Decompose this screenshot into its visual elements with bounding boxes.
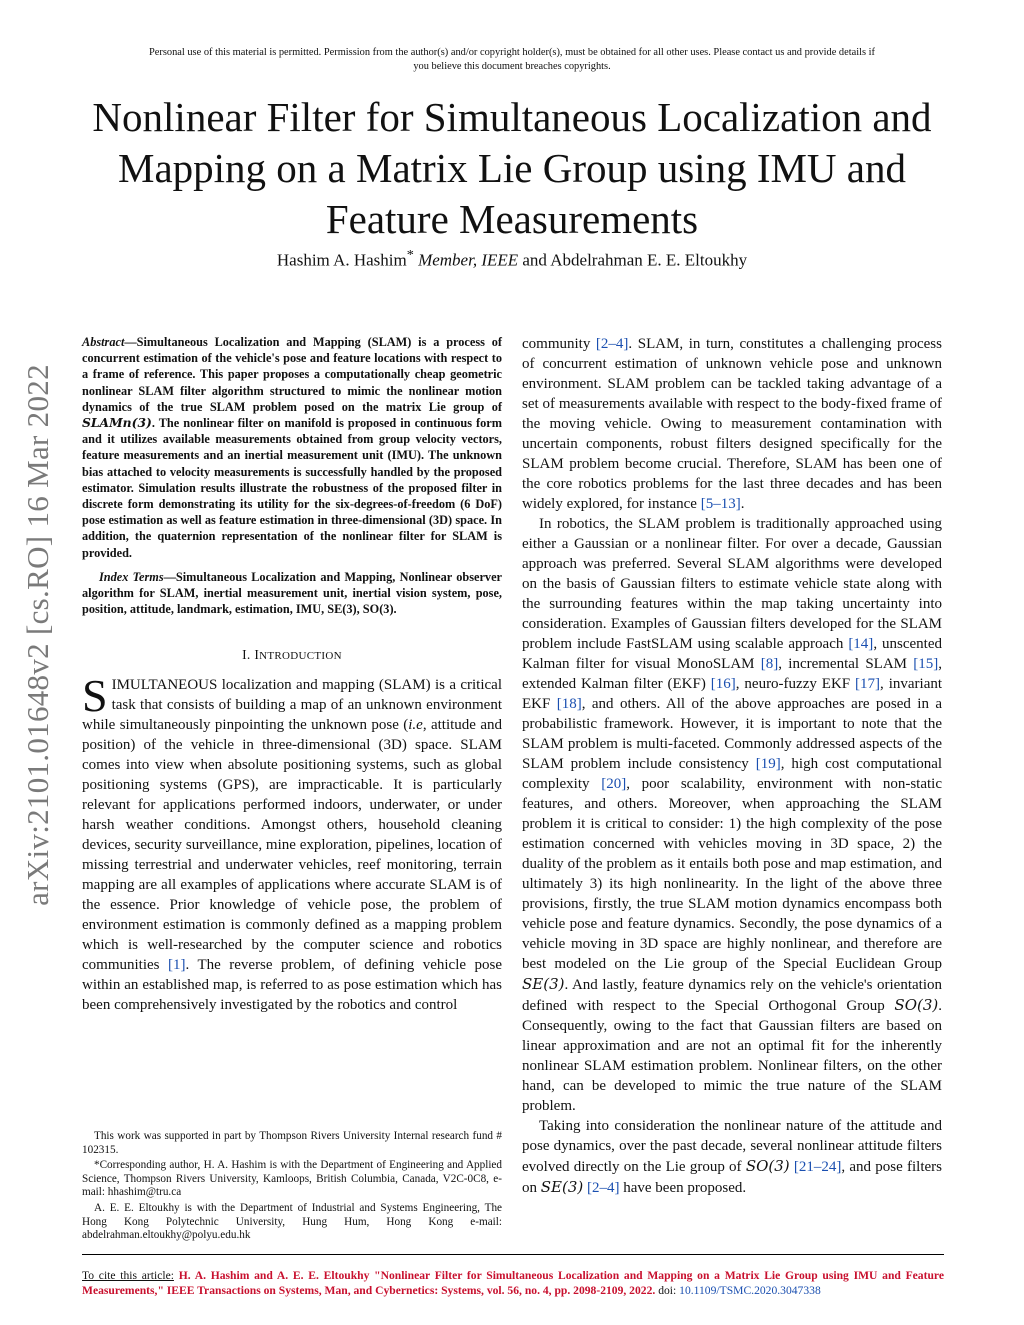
index-terms-label: Index Terms [99, 569, 164, 584]
abstract-text-a: —Simultaneous Localization and Mapping (SLAM) is a process of concurrent estimation of the vehicle's pose and feature locations with respect to a frame of reference. This paper proposes a computationally cheap geometric nonlinear SLAM filter algorithm structured to mimic the nonlinear motion dynamics of the true SLAM problem posed on the matrix Lie group of [82, 335, 502, 414]
right-p2-i: , poor scalability, environment with non-static features, and others. Moreover, when approaching the SLAM problem it is critical to consider: 1) the high complexity of the pose estimation concerned with vehicles moving in 3D space, 2) the duality of the problem as it entails both pose and map estimation, and ultimately 3) its high nonlinearity. In the light of the above three provisions, firstly, the true SLAM motion dynamics encompass both vehicle pose and feature dynamics. Secondly, the pose dynamics of a vehicle moving in 3D space are highly nonlinear, and therefore are best modeled on the Lie group of the Special Euclidean Group [522, 776, 942, 972]
section-numeral: I. [242, 647, 251, 663]
intro-text-b: , attitude and position) of the vehicle in three-dimensional (3D) space. SLAM comes into view when absolute positioning systems, such as global positioning systems (GPS), are impracticable. It is particularly relevant for applications performed indoors, underwater, or under harsh weather conditions. Amongst others, household cleaning devices, security surveillance, mine exploration, pipelines, location of missing terrestrial and underwater vehicles, reef monitoring, terrain mapping are all examples of applications where accurate SLAM is of the essence. Prior knowledge of vehicle pose, the problem of environment estimation is commonly defined as a mapping problem which is well-researched by the computer science and robotics communities [82, 717, 502, 974]
abstract-label: Abstract [82, 335, 125, 349]
citation-link-2-4[interactable]: [2–4] [595, 336, 629, 352]
citation-link-16[interactable]: [16] [710, 676, 736, 692]
right-paragraph-2 [522, 514, 942, 1116]
cite-text: H. A. Hashim and A. E. E. Eltoukhy "Nonlinear Filter for Simultaneous Localization and Mapping on a Matrix Lie Group using IMU and Feature Measurements," IEEE Transactions on Systems, Man, and Cybernetics: Systems, vol. 56, no. 4, pp. 2098-2109, 2022. [82, 1269, 944, 1297]
citation-link-8[interactable]: [8] [760, 656, 779, 672]
section-rest: NTRODUCTION [259, 650, 342, 663]
citation-link-19[interactable]: [19] [755, 756, 781, 772]
footnote-author-2: A. E. E. Eltoukhy is with the Department of Industrial and Systems Engineering, The Hong Kong Polytechnic University, Hung Hum, Hong Kong e-mail: abdelrahman.eltoukhy@polyu.edu.hk [82, 1201, 502, 1242]
citation-link-17[interactable]: [17] [855, 676, 881, 692]
right-p2-f: , invariant EKF [522, 676, 943, 712]
math-se3: SE(3) [522, 975, 565, 993]
citation-link-5-13[interactable]: [5–13] [700, 496, 741, 512]
index-terms [82, 569, 502, 618]
citation-link-20[interactable]: [20] [601, 776, 627, 792]
title-line3: Feature Measurements [325, 196, 699, 242]
right-paragraph-3 [522, 1116, 942, 1198]
math-so3: SO(3) [894, 996, 939, 1014]
title-line2: Mapping on a Matrix Lie Group using IMU and [118, 145, 906, 191]
citation-link-21-24[interactable]: [21–24] [793, 1159, 842, 1175]
author-1: Hashim A. Hashim [276, 250, 407, 270]
intro-text-c: . The reverse problem, of defining vehicle pose within an established map, is referred to as pose estimation which has been comprehensively investigated by the robotics and control [82, 957, 502, 1014]
right-p2-a: In robotics, the SLAM problem is traditionally approached using either a Gaussian or a nonlinear filter. For over a decade, Gaussian approach was preferred. Several SLAM algorithms were developed on the basis of Gaussian filters to estimate vehicle state along with the surrounding features within the map taking uncertainty into consideration. Examples of Gaussian filters developed for the SLAM problem include FastSLAM using scalable approach [522, 516, 942, 652]
right-p2-c: , incremental SLAM [778, 656, 907, 672]
intro-text-a: IMULTANEOUS localization and mapping (SLAM) is a critical task that consists of building a map of an unknown environment while simultaneously pinpointing the unknown pose ( [82, 677, 502, 734]
math-so3-b: SO(3) [745, 1157, 790, 1175]
copyright-notice-line2: you believe this document breaches copyrights. [413, 61, 611, 72]
footnote-funding: This work was supported in part by Thompson Rivers University Internal research fund # 102315. [82, 1130, 502, 1156]
title-line1: Nonlinear Filter for Simultaneous Localization and [92, 94, 932, 140]
right-p1-c: . [740, 496, 745, 512]
doi-link[interactable]: 10.1109/TSMC.2020.3047338 [679, 1283, 821, 1297]
math-se3-b: SE(3) [540, 1178, 584, 1196]
abstract [82, 334, 502, 561]
footnotes [82, 1130, 502, 1245]
arxiv-stamp: arXiv:2101.01648v2 [cs.RO] 16 Mar 2022 [20, 364, 55, 906]
author-line [40, 244, 984, 272]
section-heading-introduction [82, 647, 502, 663]
section-first-letter: I [254, 647, 260, 663]
copyright-notice-line1: Personal use of this material is permitted. Permission from the author(s) and/or copyright holder(s), must be obtained for all other uses. Please contact us and provide details if [148, 47, 875, 58]
copyright-notice [70, 46, 954, 74]
right-p2-j: . And lastly, feature dynamics rely on the vehicle's orientation defined with respect to the Special Orthogonal Group [522, 977, 942, 1014]
right-p3-a: Taking into consideration the nonlinear nature of the attitude and pose dynamics, over the past decade, several nonlinear attitude filters evolved directly on the Lie group of [522, 1118, 942, 1175]
abstract-math-slam: SLAMn(3) [82, 415, 152, 431]
right-p2-e: , neuro-fuzzy EKF [735, 676, 851, 692]
right-column [522, 334, 942, 1198]
index-terms-text: —Simultaneous Localization and Mapping, Nonlinear observer algorithm for SLAM, inertial measurement unit, inertial vision system, pose, position, attitude, landmark, estimation, IMU, SE(3), SO(3). [82, 569, 502, 617]
right-p2-d: , extended Kalman filter (EKF) [522, 656, 943, 692]
drop-cap: S [82, 670, 108, 722]
right-p1-a: community [522, 336, 591, 352]
citation-link-2-4-b[interactable]: [2–4] [586, 1180, 620, 1196]
right-p2-b: , unscented Kalman filter for visual MonoSLAM [522, 636, 942, 672]
intro-ie: i.e [408, 717, 423, 734]
doi-label: doi: [658, 1283, 677, 1297]
citation-link-14[interactable]: [14] [848, 636, 874, 652]
citation-link-1[interactable]: [1] [167, 957, 186, 974]
author-1-membership: Member, IEEE [418, 250, 519, 270]
right-p2-k: . Consequently, owing to the fact that Gaussian filters are based on linear approximation and are not an optimal fit for the inherently nonlinear SLAM estimation problem. Nonlinear filters, on the other hand, can be developed to mimic the true nature of the SLAM problem. [522, 998, 942, 1114]
paper-title [40, 92, 984, 245]
intro-paragraph-1 [82, 670, 502, 1015]
corresponding-star: * [406, 247, 414, 263]
citation-link-15[interactable]: [15] [913, 656, 939, 672]
cite-label: To cite this article: [82, 1269, 174, 1282]
right-paragraph-1 [522, 334, 942, 514]
right-p3-c: have been proposed. [623, 1180, 747, 1196]
citation-box [82, 1254, 944, 1298]
right-p2-g: , and others. All of the above approaches are posed in a probabilistic framework. However, it is important to note that the SLAM problem is multi-faceted. Commonly addressed aspects of the SLAM problem include consistency [522, 696, 943, 772]
footnote-author-1: *Corresponding author, H. A. Hashim is with the Department of Engineering and Applied Science, Thompson Rivers University, Kamloops, British Columbia, Canada, V2C-0C8, e-mail: hhashim@tru.ca [82, 1159, 502, 1199]
author-2: and Abdelrahman E. E. Eltoukhy [522, 250, 748, 270]
right-p2-h: , high cost computational complexity [522, 756, 943, 792]
right-p3-b: , and pose filters on [522, 1159, 943, 1196]
left-column [82, 334, 502, 1015]
abstract-text-b: . The nonlinear filter on manifold is proposed in continuous form and it utilizes available measurements obtained from group velocity vectors, feature measurements and an inertial measurement unit (IMU). The unknown bias attached to velocity measurements is successfully handled by the proposed estimator. Simulation results illustrate the robustness of the proposed filter in discrete form demonstrating its utility for the six-degrees-of-freedom (6 DoF) pose estimation as well as feature estimation in three-dimensional (3D) space. In addition, the quaternion representation of the nonlinear filter for SLAM is provided. [82, 416, 502, 560]
citation-link-18[interactable]: [18] [556, 696, 582, 712]
right-p1-b: . SLAM, in turn, constitutes a challenging process of concurrent estimation of unknown vehicle pose and unknown environment. SLAM problem can be tackled taking advantage of a set of measurements available with respect to the body-fixed frame of the moving vehicle. Owing to measurement contamination with uncertain components, robust filters designed specifically for the SLAM problem become crucial. Therefore, SLAM has been one of the core robotics problems for the last three decades and has been widely explored, for instance [522, 336, 942, 512]
